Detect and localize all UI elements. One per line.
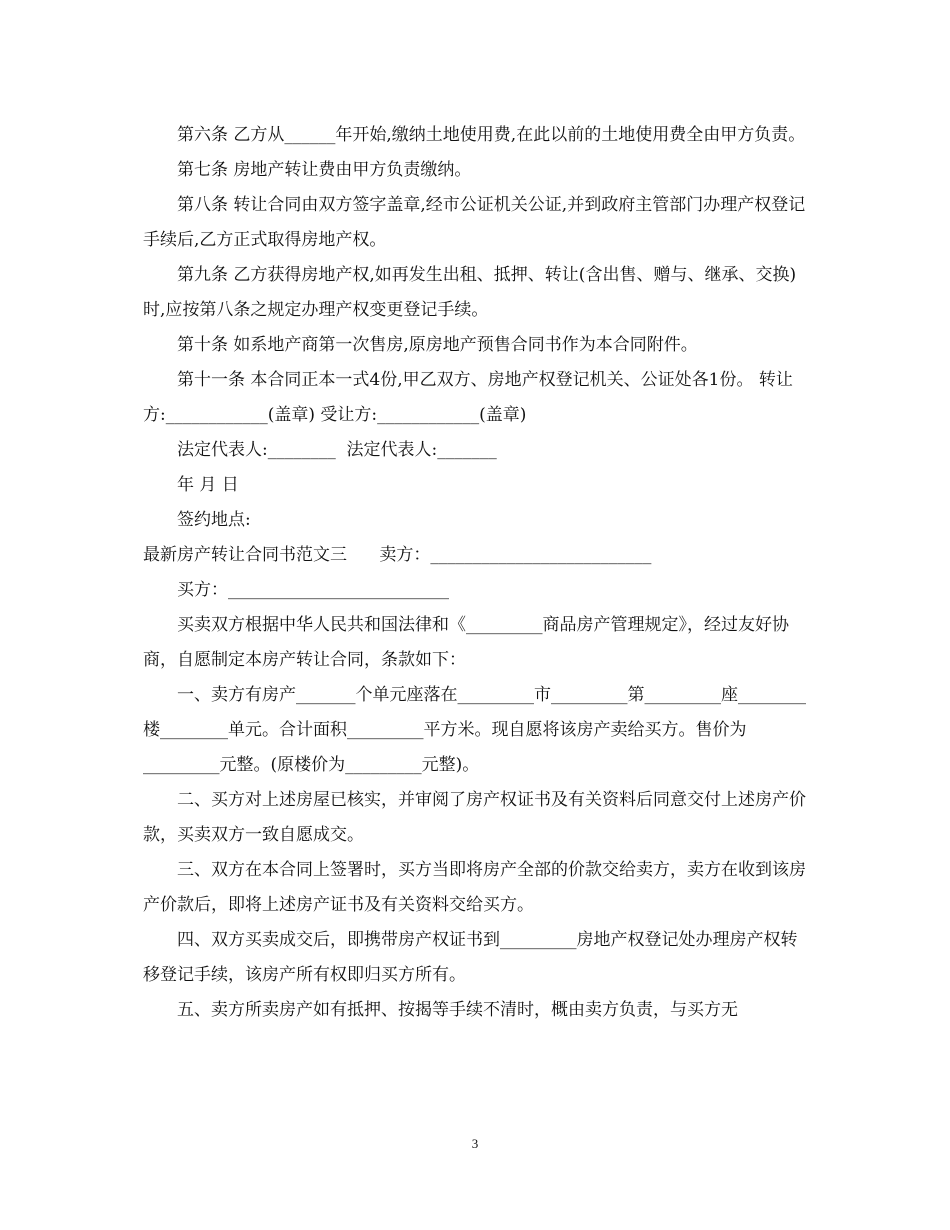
clause-7: 第七条 房地产转让费由甲方负责缴纳。: [177, 160, 472, 180]
document-body: [143, 118, 808, 1028]
clause-8: 第八条 转让合同由双方签字盖章,经市公证机关公证,并到政府主管部门办理产权登记手续后,乙方正式取得房地产权。: [143, 195, 806, 250]
article-5: 五、卖方所卖房产如有抵押、按揭等手续不清时，概由卖方负责，与买方无: [177, 1000, 738, 1020]
preamble: 买卖双方根据中华人民共和国法律和《_________商品房产管理规定》，经过友好协商，自愿制定本房产转让合同，条款如下：: [143, 615, 789, 670]
article-3: 三、双方在本合同上签署时，买方当即将房产全部的价款交给卖方，卖方在收到该房产价款后，即将上述房产证书及有关资料交给买方。: [143, 860, 806, 915]
sample-three-title-seller: 最新房产转让合同书范文三 卖方：__________________________: [143, 545, 652, 565]
legal-representatives: 法定代表人:________ 法定代表人:_______: [177, 440, 497, 460]
article-4: 四、双方买卖成交后，即携带房产权证书到_________房地产权登记处办理房产权转移登记手续，该房产所有权即归买方所有。: [143, 930, 798, 985]
clause-10: 第十条 如系地产商第一次售房,原房地产预售合同书作为本合同附件。: [177, 335, 698, 355]
clause-11: 第十一条 本合同正本一式4份,甲乙双方、房地产权登记机关、公证处各1份。 转让方:____________(盖章) 受让方:____________(盖章): [143, 370, 793, 425]
clause-6: 第六条 乙方从______年开始,缴纳土地使用费,在此以前的土地使用费全由甲方负责。: [177, 125, 806, 145]
clause-9: 第九条 乙方获得房地产权,如再发生出租、抵押、转让(含出售、赠与、继承、交换)时,应按第八条之规定办理产权变更登记手续。: [143, 265, 797, 320]
article-2: 二、买方对上述房屋已核实，并审阅了房产权证书及有关资料后同意交付上述房产价款，买卖双方一致自愿成交。: [143, 790, 806, 845]
signing-place: 签约地点:: [177, 510, 251, 530]
page-number: 3: [471, 1136, 479, 1151]
date-line: 年 月 日: [177, 475, 239, 495]
article-1: 一、卖方有房产_______个单元座落在_________市_________第_________座________楼________单元。合计面积_________平方米。现自愿将该房产卖给买方。售价为_________元整。(原楼价为_________元整)。: [143, 685, 806, 775]
buyer-line: 买方：__________________________: [177, 580, 449, 600]
